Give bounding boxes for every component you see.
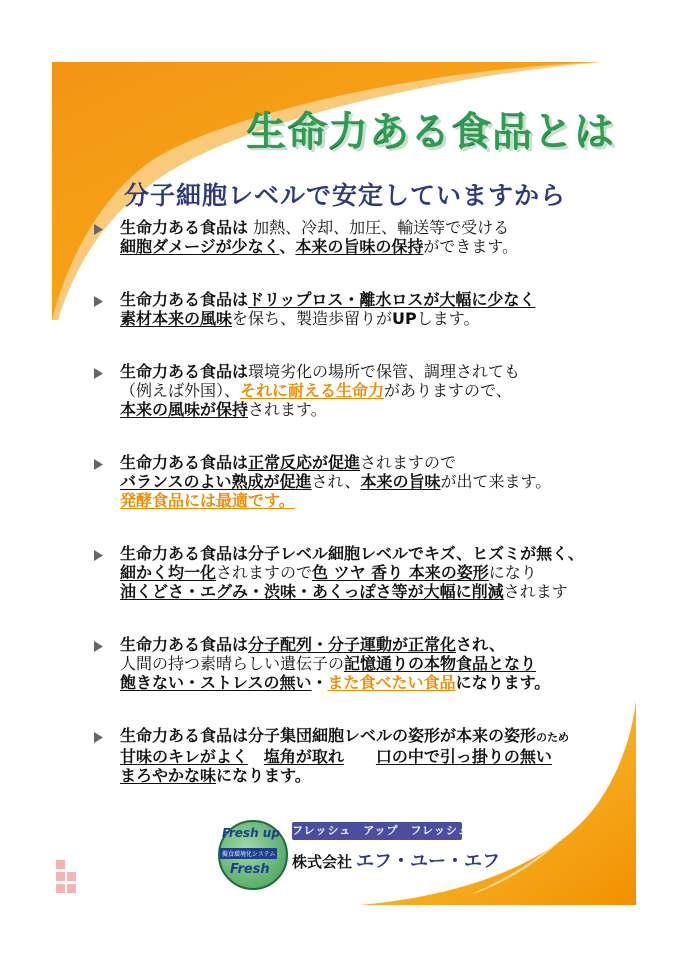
item-lead: 生命力ある食品は (120, 635, 249, 654)
item-text: （例えば外国）、 (120, 381, 241, 400)
company-prefix: 株式会社 (292, 853, 353, 871)
company-tagline: フレッシュ アップ フレッシュ (292, 822, 462, 840)
item-lead: 生命力ある食品は (120, 453, 249, 472)
list-item (92, 544, 652, 601)
item-highlight: 甘味のキレがよく (120, 747, 248, 766)
item-text: ・ (311, 673, 328, 692)
item-text: を保ち、製造歩留りが (232, 309, 393, 328)
list-item (92, 290, 652, 328)
bullet-icon (92, 458, 105, 471)
item-highlight: 本来の風味が保持 (120, 400, 249, 419)
item-text: 加熱、冷却、加圧、輸送等で受ける (253, 218, 510, 237)
benefit-list (92, 218, 652, 785)
list-item (92, 726, 652, 785)
page-title: 生命力ある食品とは (246, 109, 615, 155)
item-text: されます (503, 582, 568, 601)
page-subtitle: 分子細胞レベルで安定していますから (124, 181, 567, 210)
item-text: 環境劣化の場所で保管、調理されても (248, 362, 521, 381)
decorative-blocks (54, 858, 78, 898)
logo-text-middle: 擬食環境化システム (220, 848, 277, 859)
bullet-icon (92, 295, 105, 308)
item-text: 分子集団細胞レベルの姿形が本来の姿形 (248, 726, 537, 745)
item-highlight: まろやかな味 (120, 766, 217, 785)
item-highlight: 飽きない・ストレスの無い (120, 673, 312, 692)
item-text: します。 (416, 309, 480, 328)
item-highlight: 塩角が取れ (263, 747, 344, 766)
item-text: になります。 (216, 766, 311, 785)
item-text: のため (536, 731, 570, 744)
item-text: されますので (216, 563, 313, 582)
list-item (92, 453, 652, 510)
item-lead: 生命力ある食品は (120, 544, 249, 563)
item-highlight: 分子配列・分子運動が正常化 (248, 635, 457, 654)
bullet-icon (92, 640, 105, 653)
item-text: ができます。 (423, 237, 519, 256)
list-item (92, 635, 652, 692)
logo-text-bottom: Fresh (230, 862, 270, 877)
item-lead: 生命力ある食品は (120, 290, 249, 309)
bullet-icon (92, 367, 105, 380)
item-text: されます。 (248, 400, 327, 419)
item-text: になり (488, 563, 537, 582)
item-highlight: 記憶通りの本物食品となり (344, 654, 537, 673)
item-highlight-orange: 発酵食品には最適です。 (120, 491, 295, 510)
item-lead: 生命力ある食品は (120, 218, 249, 237)
item-highlight: 本来の旨味の保持 (295, 237, 424, 256)
item-lead: 生命力ある食品は (120, 726, 249, 745)
item-highlight: 素材本来の風味 (120, 309, 233, 328)
item-highlight: 細胞ダメージが少なく (120, 237, 280, 256)
bullet-icon (92, 223, 105, 236)
item-highlight: 色 ツヤ 香り 本来の姿形 (312, 563, 489, 582)
item-text: になります。 (455, 673, 551, 692)
item-highlight: 正常反応が促進 (248, 453, 361, 472)
company-name (292, 847, 500, 873)
list-item (92, 362, 652, 419)
item-text: され、 (456, 635, 505, 654)
item-text: UP (392, 309, 417, 328)
item-highlight: 細かく均一化 (120, 563, 217, 582)
company-brand: エフ・ユー・エフ (356, 851, 501, 872)
item-highlight-orange: また食べたい食品 (327, 673, 456, 692)
item-text: 、 (279, 237, 296, 256)
list-item (92, 218, 652, 256)
logo-text-top: Fresh up (222, 826, 280, 840)
item-text: が出て来ます。 (440, 472, 552, 491)
item-highlight: 口の中で引っ掛りの無い (375, 747, 552, 766)
item-highlight: 本来の旨味 (360, 472, 441, 491)
item-text: がありますので、 (384, 381, 512, 400)
bullet-icon (92, 549, 105, 562)
item-highlight-orange: それに耐える生命力 (240, 381, 385, 400)
item-text: 分子レベル細胞レベルでキズ、ヒズミが無く、 (248, 544, 584, 563)
item-text: され、 (311, 472, 361, 491)
item-highlight: 油くどさ・エグみ・渋味・あくっぽさ等が大幅に削減 (120, 582, 504, 601)
item-lead: 生命力ある食品は (120, 362, 249, 381)
item-text: されますので (360, 453, 457, 472)
item-highlight: バランスのよい熟成が促進 (120, 472, 312, 491)
item-text: 人間の持つ素晴らしい遺伝子の (120, 654, 345, 673)
item-highlight: ドリップロス・離水ロスが大幅に少なく (248, 290, 536, 309)
bullet-icon (92, 731, 105, 744)
